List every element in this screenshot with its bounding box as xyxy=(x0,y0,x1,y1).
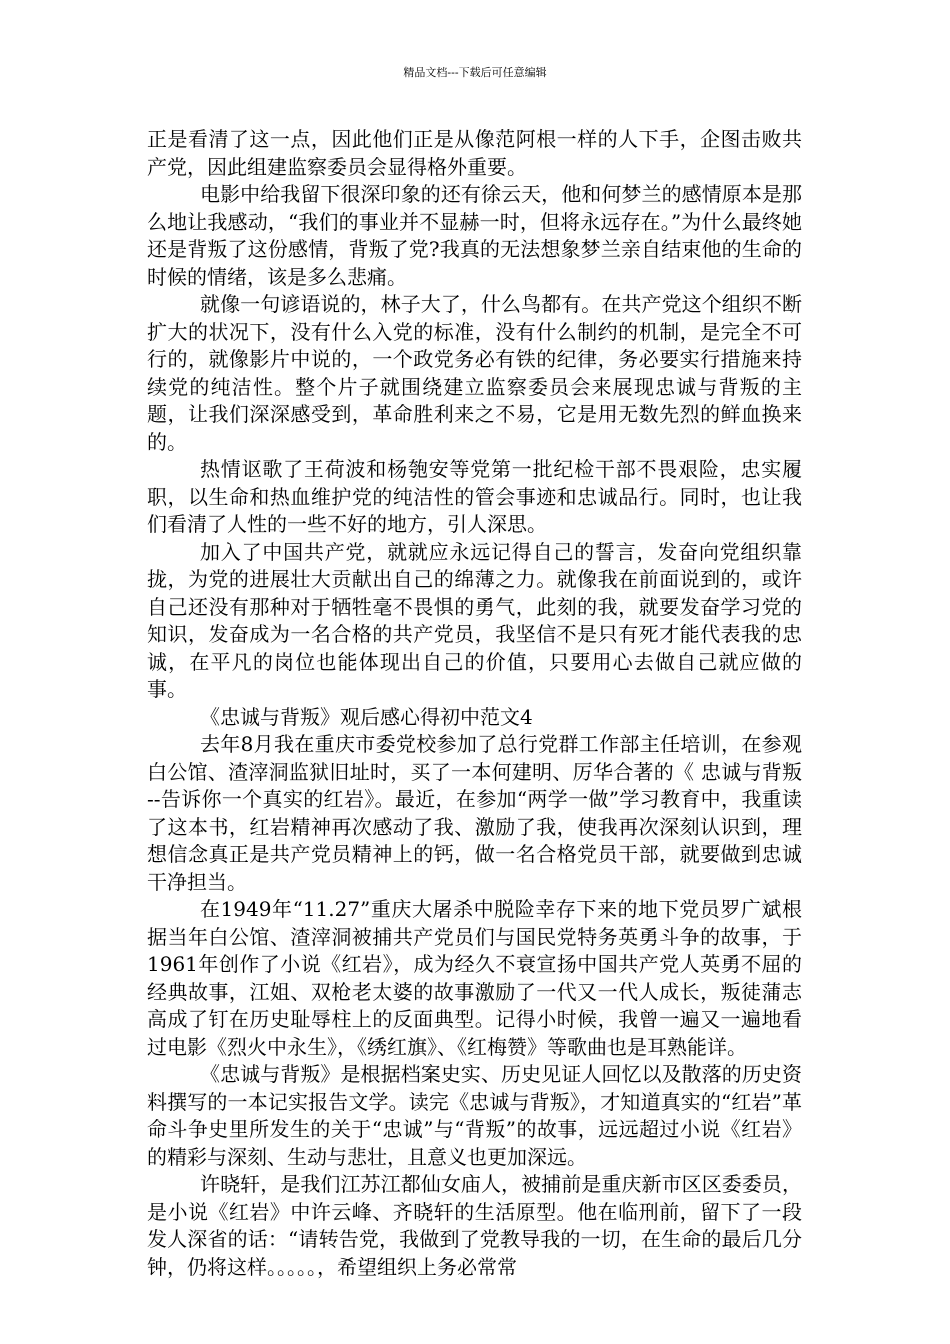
paragraph: 《忠诚与背叛》是根据档案史实、历史见证人回忆以及散落的历史资料撰写的一本记实报告文学。读完《忠诚与背叛》，才知道真实的“红岩”革命斗争史里所发生的关于“忠诚”与“背叛”的故事，远远超过小说《红岩》的精彩与深刻、生动与悲壮，且意义也更加深远。 xyxy=(147,1062,802,1169)
paragraph: 加入了中国共产党，就就应永远记得自己的誓言，发奋向党组织靠拢，为党的进展壮大贡献出自己的绵薄之力。就像我在前面说到的，或许自己还没有那种对于牺牲毫不畏惧的勇气，此刻的我，就要发奋学习党的知识，发奋成为一名合格的共产党员，我坚信不是只有死才能代表我的忠诚，在平凡的岗位也能体现出自己的价值，只要用心去做自己就应做的事。 xyxy=(147,539,802,701)
paragraph: 正是看清了这一点，因此他们正是从像范阿根一样的人下手，企图击败共产党，因此组建监察委员会显得格外重要。 xyxy=(147,127,802,179)
paragraph: 许晓轩，是我们江苏江都仙女庙人，被捕前是重庆新市区区委委员，是小说《红岩》中许云峰、齐晓轩的生活原型。他在临刑前，留下了一段发人深省的话：“请转告党，我做到了党教导我的一切，在生命的最后几分钟，仍将这样。。。。。，希望组织上务必常常 xyxy=(147,1172,802,1279)
paragraph: 去年8月我在重庆市委党校参加了总行党群工作部主任培训，在参观白公馆、渣滓洞监狱旧址时，买了一本何建明、厉华合著的《 忠诚与背叛 --告诉你一个真实的红岩》。最近，在参加“两学一做”学习教育中，我重读了这本书，红岩精神再次感动了我、激励了我，使我再次深刻认识到，理想信念真正是共产党员精神上的钙，做一名合格党员干部，就要做到忠诚干净担当。 xyxy=(147,732,802,894)
paragraph: 电影中给我留下很深印象的还有徐云天，他和何梦兰的感情原本是那么地让我感动，“我们的事业并不显赫一时，但将永远存在。”为什么最终她还是背叛了这份感情，背叛了党?我真的无法想象梦兰亲自结束他的生命的时候的情绪，该是多么悲痛。 xyxy=(147,182,802,289)
paragraph: 就像一句谚语说的，林子大了，什么鸟都有。在共产党这个组织不断扩大的状况下，没有什么入党的标准，没有什么制约的机制，是完全不可行的，就像影片中说的，一个政党务必有铁的纪律，务必要实行措施来持续党的纯洁性。整个片子就围绕建立监察委员会来展现忠诚与背叛的主题，让我们深深感受到，革命胜利来之不易，它是用无数先烈的鲜血换来的。 xyxy=(147,292,802,454)
section-heading: 《忠诚与背叛》观后感心得初中范文4 xyxy=(200,704,533,729)
page-header: 精品文档---下载后可任意编辑 xyxy=(403,66,547,79)
document-body xyxy=(147,126,802,1281)
paragraph: 在1949年“11.27”重庆大屠杀中脱险幸存下来的地下党员罗广斌根据当年白公馆、渣滓洞被捕共产党员们与国民党特务英勇斗争的故事，于1961年创作了小说《红岩》，成为经久不衰宣扬中国共产党人英勇不屈的经典故事，江姐、双枪老太婆的故事激励了一代又一代人成长，叛徒蒲志高成了钉在历史耻辱柱上的反面典型。记得小时候，我曾一遍又一遍地看过电影《烈火中永生》，《绣红旗》、《红梅赞》等歌曲也是耳熟能详。 xyxy=(147,897,802,1059)
paragraph: 热情讴歌了王荷波和杨匏安等党第一批纪检干部不畏艰险，忠实履职，以生命和热血维护党的纯洁性的管会事迹和忠诚品行。同时，也让我们看清了人性的一些不好的地方，引人深思。 xyxy=(147,457,802,536)
